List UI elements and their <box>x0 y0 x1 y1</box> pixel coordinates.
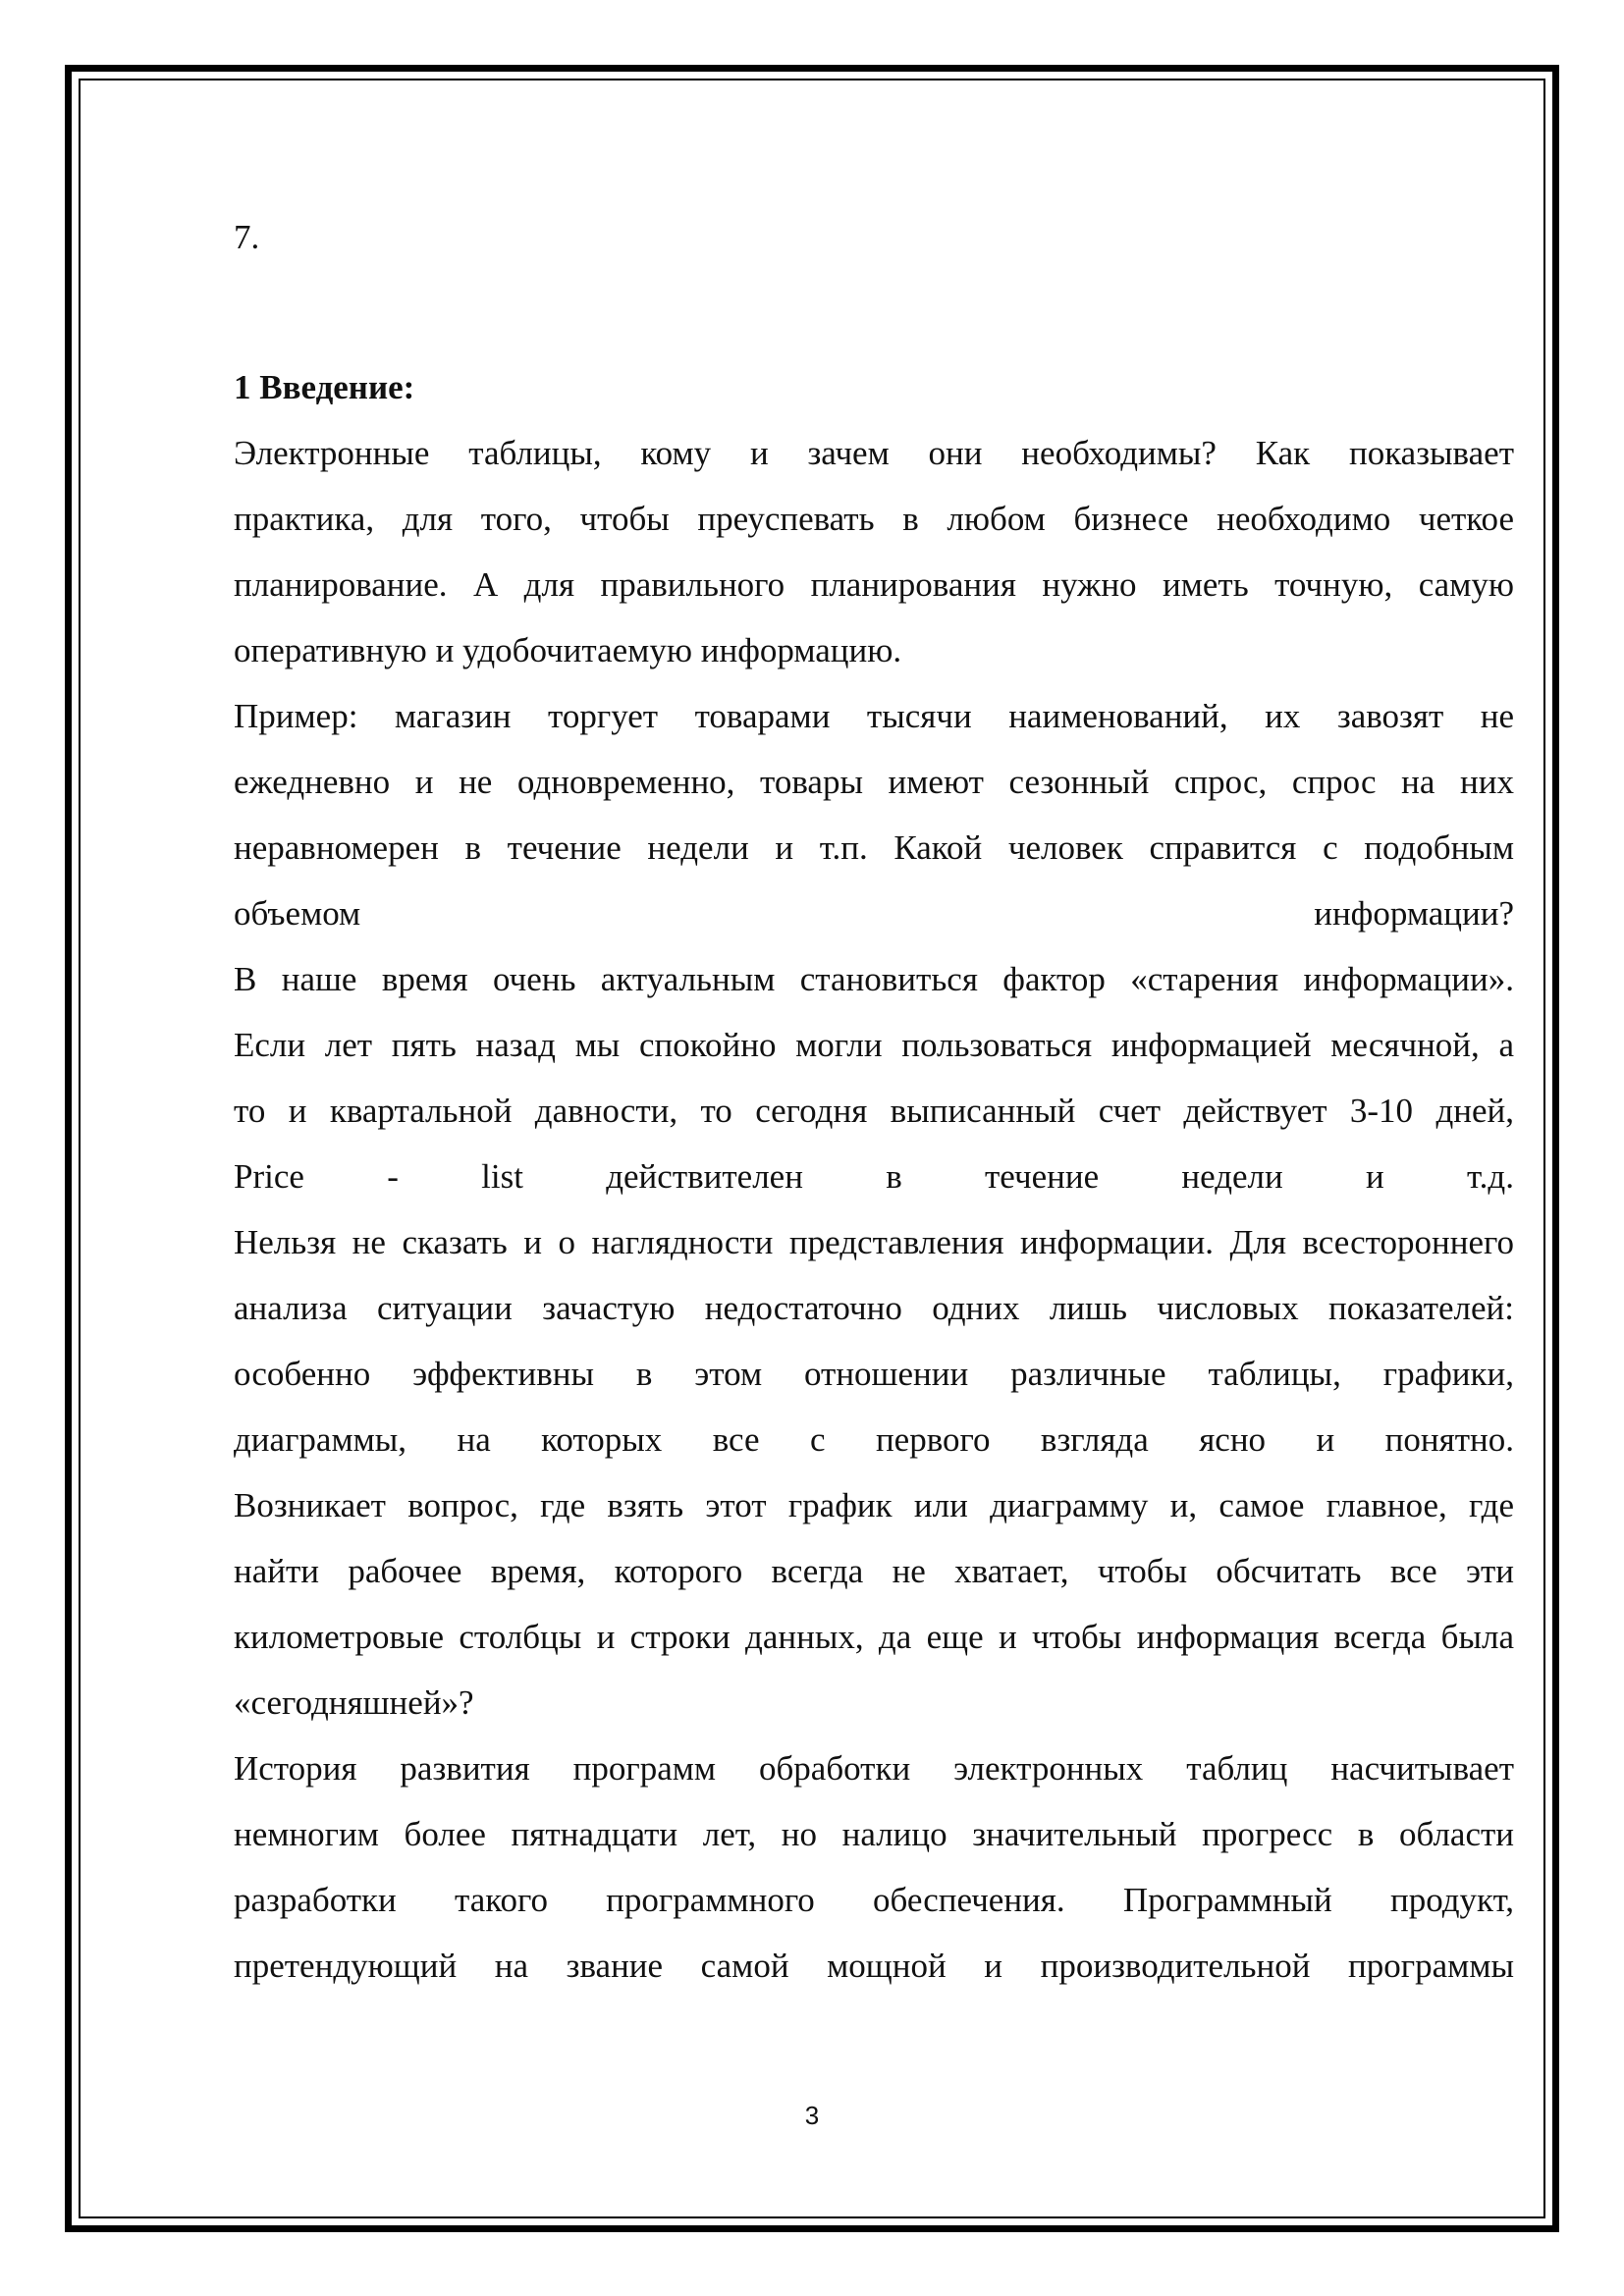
text-line: километровые столбцы и строки данных, да еще и чтобы информация всегда была <box>234 1618 1514 1656</box>
text-line: планирование. А для правильного планирования нужно иметь точную, самую <box>234 565 1514 604</box>
text-line: диаграммы, на которых все с первого взгляда ясно и понятно. <box>234 1420 1514 1459</box>
text-line: найти рабочее время, которого всегда не хватает, чтобы обсчитать все эти <box>234 1552 1514 1590</box>
section-heading: 1 Введение: <box>234 368 415 406</box>
text-line: «сегодняшней»? <box>234 1683 474 1722</box>
text-line: Если лет пять назад мы спокойно могли пользоваться информацией месячной, а <box>234 1026 1514 1064</box>
text-line: объемом информации? <box>234 894 1514 933</box>
text-line: особенно эффективны в этом отношении различные таблицы, графики, <box>234 1355 1514 1393</box>
text-line: неравномерен в течение недели и т.п. Какой человек справится с подобным <box>234 828 1514 867</box>
text-line: анализа ситуации зачастую недостаточно одних лишь числовых показателей: <box>234 1289 1514 1327</box>
document-body <box>155 204 1514 1999</box>
text-line: немногим более пятнадцати лет, но налицо значительный прогресс в области <box>234 1815 1514 1853</box>
text-line: Price - list действителен в течение недели и т.д. <box>234 1157 1514 1196</box>
text-line: Электронные таблицы, кому и зачем они необходимы? Как показывает <box>234 434 1514 472</box>
text-line: претендующий на звание самой мощной и производительной программы <box>234 1947 1514 1985</box>
text-line: то и квартальной давности, то сегодня выписанный счет действует 3-10 дней, <box>234 1092 1514 1130</box>
text-line: Возникает вопрос, где взять этот график или диаграмму и, самое главное, где <box>234 1486 1514 1524</box>
page-number: 3 <box>804 2101 820 2130</box>
text-line: ежедневно и не одновременно, товары имеют сезонный спрос, спрос на них <box>234 763 1514 801</box>
text-line: разработки такого программного обеспечения. Программный продукт, <box>234 1881 1514 1919</box>
text-line: Пример: магазин торгует товарами тысячи наименований, их завозят не <box>234 697 1514 735</box>
text-line: История развития программ обработки электронных таблиц насчитывает <box>234 1749 1514 1788</box>
text-line: В наше время очень актуальным становиться фактор «старения информации». <box>234 960 1514 998</box>
section-number: 7. <box>234 218 260 256</box>
paragraph-intro <box>155 420 1514 683</box>
text-line: Нельзя не сказать и о наглядности представления информации. Для всестороннего <box>234 1223 1514 1261</box>
paragraph-history <box>155 1735 1514 1999</box>
paragraph-example <box>155 683 1514 1735</box>
text-line: оперативную и удобочитаемую информацию. <box>234 631 902 669</box>
text-line: практика, для того, чтобы преуспевать в любом бизнесе необходимо четкое <box>234 500 1514 538</box>
